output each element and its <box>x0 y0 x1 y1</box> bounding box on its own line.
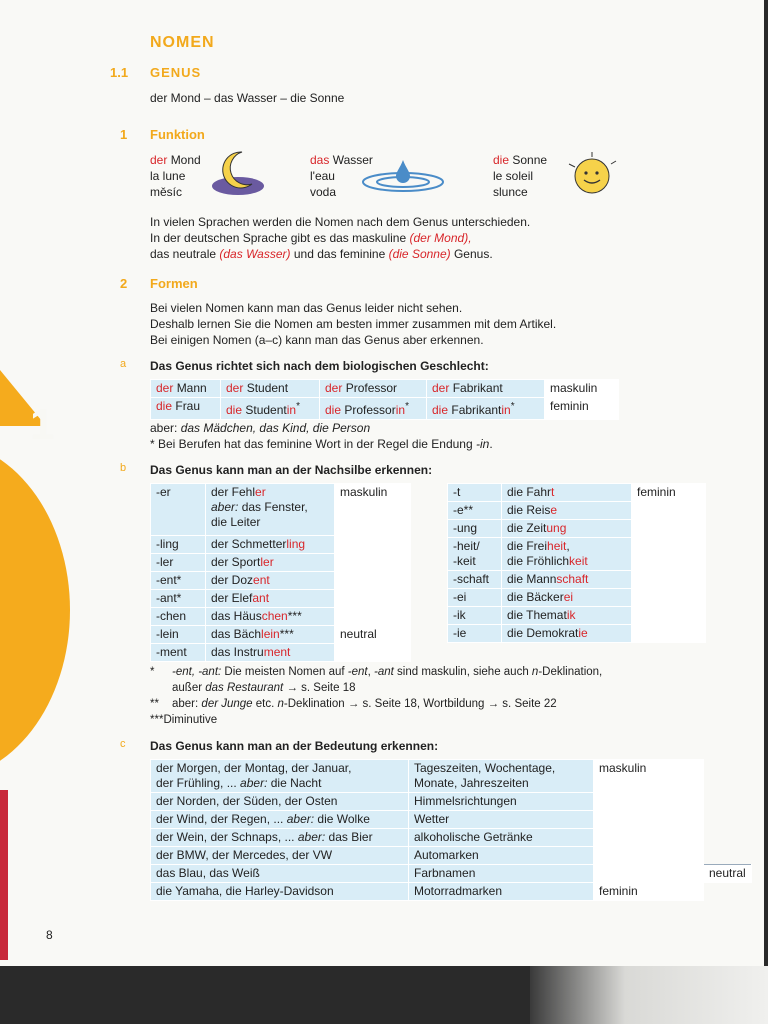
scan-shadow <box>530 966 768 1024</box>
heading-a: Das Genus richtet sich nach dem biologischen Geschlecht: <box>150 359 489 373</box>
label-a: a <box>120 358 127 370</box>
example-sonne: die Sonne le soleil slunce <box>493 153 548 199</box>
a-notes: aber: das Mädchen, das Kind, die Person * Bei Berufen hat das feminine Wort in der Regel die Endung -in. <box>150 421 493 451</box>
table-meaning: der Morgen, der Montag, der Januar, der Frühling, ... aber: die Nacht Tageszeiten, Wochentage, Monate, Jahreszeiten maskulin der Norden, der Süden, der Osten Himmelsrichtungen der Wind, der Regen, ... aber: die Wolke Wetter der Wein, der Schnaps, ... aber: das Bier alkoholische Getränke der BMW, der Mercedes, der VW Automarken das Blau, das Weiß Farbnamen neutral die Yamaha, die Harley-Davidson Motorradmarken feminin <box>150 759 752 901</box>
example-wasser: das Wasser l'eau voda <box>310 153 373 199</box>
table-row: die Frau die Studentin* die Professorin* die Fabrikantin* feminin <box>151 398 619 420</box>
section-title: GENUS <box>150 65 202 80</box>
b-footnotes: * -ent, -ant: Die meisten Nomen auf -ent, -ant sind maskulin, siehe auch n-Deklination, außer das Restaurant → s. Seite 18 ** aber: der Junge etc. n-Deklination → s. Seite 18, Wortbildung → s. Seite 22 ***Diminutive <box>150 666 603 726</box>
chapter-number: 1 <box>30 400 55 449</box>
heading-1-number: 1 <box>120 127 128 142</box>
chapter-tab-shape <box>0 440 70 780</box>
funktion-text: In vielen Sprachen werden die Nomen nach dem Genus unterschieden. In der deutschen Sprache gibt es das maskuline (der Mond), das neutrale (das Wasser) und das feminine (die Sonne) Genus. <box>150 215 531 261</box>
chapter-title: NOMEN <box>150 34 215 51</box>
table-biological-gender <box>150 379 619 420</box>
label-b: b <box>120 462 127 474</box>
example-mond: der Mond la lune měsíc <box>150 153 201 199</box>
sun-icon <box>566 152 618 200</box>
formen-text: Bei vielen Nomen kann man das Genus leider nicht sehen. Deshalb lernen Sie die Nomen am besten immer zusammen mit dem Artikel. Bei einigen Nomen (a–c) kann man das Genus aber erkennen. <box>150 301 557 347</box>
label-c: c <box>120 738 126 750</box>
table-suffix-right: -t die Fahrt feminin -e** die Reise -ung die Zeitung -heit/ -keit die Freiheit, die Fröhlichkeit -schaft die Mannschaft -ei die Bäckerei -ik die Thematik -ie die Demokratie <box>447 483 706 643</box>
heading-2-number: 2 <box>120 276 128 291</box>
heading-c: Das Genus kann man an der Bedeutung erkennen: <box>150 739 439 753</box>
heading-funktion: Funktion <box>150 127 205 142</box>
section-example: der Mond – das Wasser – die Sonne <box>150 91 345 105</box>
page-number: 8 <box>46 928 53 942</box>
heading-b: Das Genus kann man an der Nachsilbe erkennen: <box>150 463 433 477</box>
heading-formen: Formen <box>150 276 198 291</box>
section-number: 1.1 <box>110 65 129 80</box>
table-row: der Mann der Student der Professor der Fabrikant maskulin <box>151 380 619 398</box>
page-edge-marker <box>0 790 8 960</box>
table-suffix-left: -er der Fehler aber: das Fenster, die Leiter maskulin -ling der Schmetterling -ler der Sportler -ent* der Dozent -ant* der Elefant -chen das Häuschen*** -lein das Bächlein*** neutral -ment das Instrument <box>150 483 411 662</box>
moon-icon <box>208 148 266 196</box>
water-drop-icon <box>360 158 446 194</box>
